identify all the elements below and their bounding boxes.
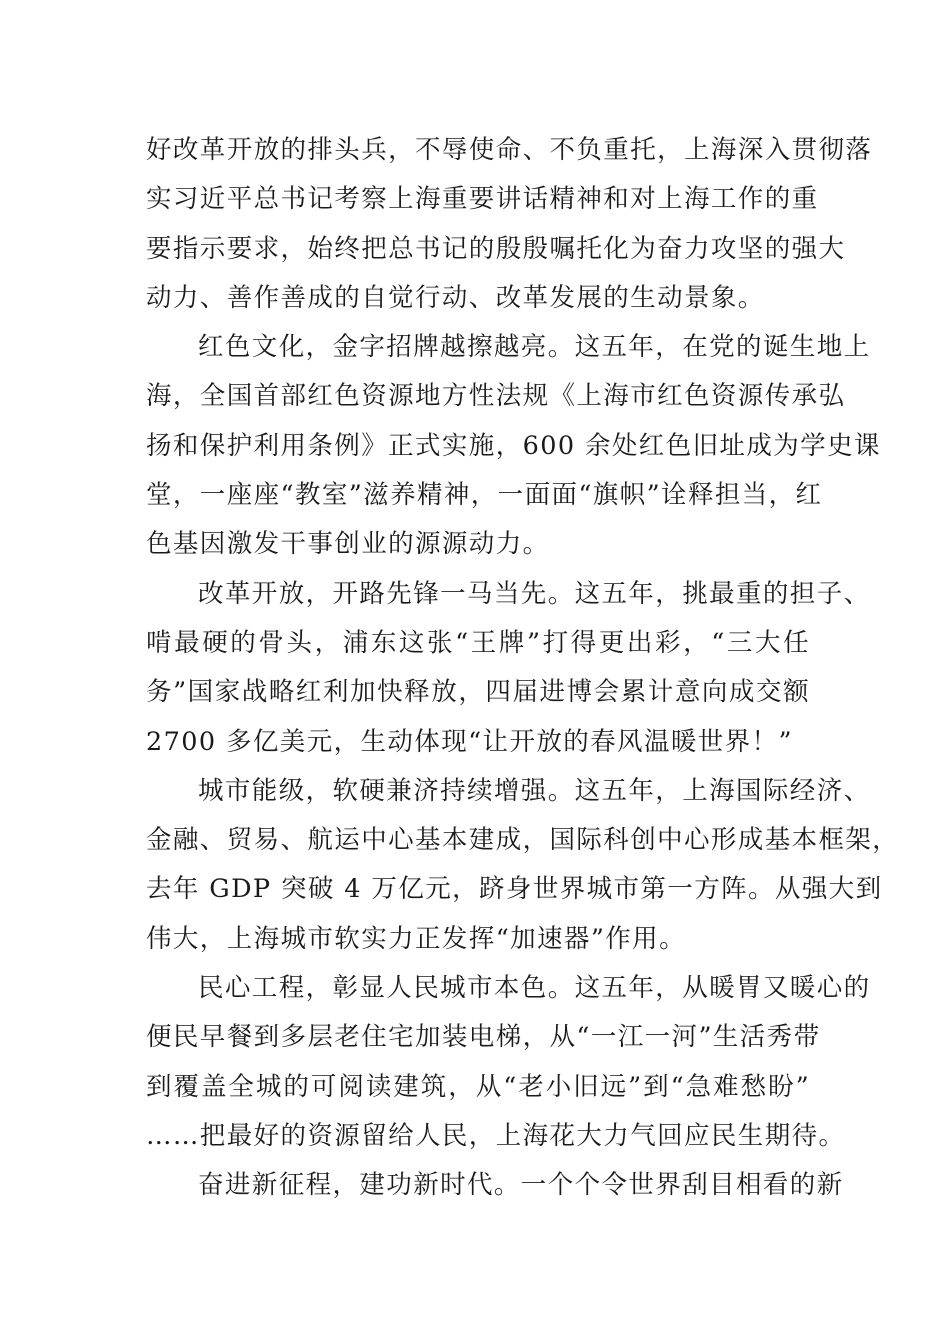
text-line: 伟大，上海城市软实力正发挥“加速器”作用。: [146, 923, 686, 954]
text-line: 便民早餐到多层老住宅加装电梯，从“一江一河”生活秀带: [146, 1022, 821, 1053]
text-line: 金融、贸易、航运中心基本建成，国际科创中心形成基本框架，: [146, 825, 900, 856]
body-text: [146, 126, 900, 1211]
text-line: 海，全国首部红色资源地方性法规《上海市红色资源传承弘: [146, 381, 846, 412]
paragraph-first-line: 奋进新征程，建功新时代。一个个令世界刮目相看的新: [198, 1170, 844, 1201]
text-line: 扬和保护利用条例》正式实施，600 余处红色旧址成为学史课: [146, 430, 881, 461]
text-line: ……把最好的资源留给人民，上海花大力气回应民生期待。: [146, 1120, 846, 1151]
text-line: 啃最硬的骨头，浦东这张“王牌”打得更出彩，“三大任: [146, 627, 810, 658]
text-line: 动力、善作善成的自觉行动、改革发展的生动景象。: [146, 282, 765, 313]
text-line: 好改革开放的排头兵，不辱使命、不负重托，上海深入贯彻落: [146, 135, 873, 165]
text-line: 色基因激发干事创业的源源动力。: [146, 529, 550, 560]
text-line: 实习近平总书记考察上海重要讲话精神和对上海工作的重: [146, 184, 819, 215]
text-line: 堂，一座座“教室”滋养精神，一面面“旗帜”诠释担当，红: [146, 480, 823, 511]
paragraph-first-line: 民心工程，彰显人民城市本色。这五年，从暖胃又暖心的: [198, 973, 871, 1004]
paragraph-first-line: 城市能级，软硬兼济持续增强。这五年，上海国际经济、: [198, 775, 871, 806]
text-line: 去年 GDP 突破 4 万亿元，跻身世界城市第一方阵。从强大到: [146, 874, 883, 905]
text-line: 2700 多亿美元，生动体现“让开放的春风温暖世界！”: [146, 726, 793, 757]
paragraph-first-line: 红色文化，金字招牌越擦越亮。这五年，在党的诞生地上: [198, 332, 871, 363]
paragraph-first-line: 改革开放，开路先锋一马当先。这五年，挑最重的担子、: [198, 578, 871, 609]
text-line: 到覆盖全城的可阅读建筑，从“老小旧远”到“急难愁盼”: [146, 1071, 810, 1102]
text-line: 要指示要求，始终把总书记的殷殷嘱托化为奋力攻坚的强大: [146, 233, 846, 264]
text-line: 务”国家战略红利加快释放，四届进博会累计意向成交额: [146, 677, 810, 708]
